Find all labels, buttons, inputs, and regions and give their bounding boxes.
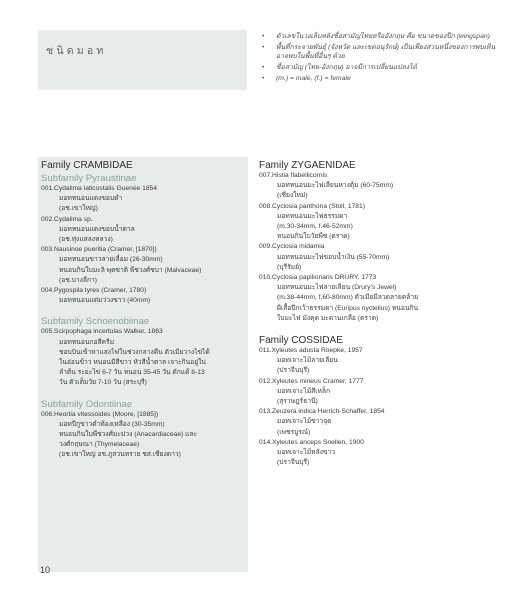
location: (เชียงใหม่) bbox=[277, 192, 308, 200]
species-name: 008.Cyclosia panthona (Stoll, 1781) bbox=[259, 202, 365, 210]
location: (อช.ทุ่งแสลงหลวง) bbox=[59, 236, 113, 244]
description: ผีเสื้อปีกเว้าธรรมดา (Euripus nyctelius) หนอนกิน bbox=[277, 304, 419, 312]
species-entry-006 bbox=[41, 410, 248, 461]
section-title: ชนิดมอท bbox=[46, 45, 107, 57]
subfamily-heading: Subfamily Odontiinae bbox=[41, 398, 133, 410]
page-number: 10 bbox=[40, 565, 51, 575]
species-name: 003.Nausinoe pueritia (Cramer, [1870]) bbox=[41, 246, 157, 254]
location: (อช.เขาใหญ่) bbox=[59, 205, 98, 213]
common-name: มอทหนอนมะไฟธรรมดา bbox=[277, 212, 348, 220]
species-name: 009.Cyclosia midamia bbox=[259, 243, 325, 251]
common-name: มอทปีกูขาวดำท้องเหลือง (30-35mm) bbox=[59, 420, 165, 428]
description: ใบมะไฟ มังคุด มะดานเกลือ (ตราด) bbox=[277, 314, 379, 322]
note-item: • ตัวเลขในวงเล็บหลังชื่อสามัญไทยหรืออังกฤษ คือ ขนาดของปีก (wingspan) bbox=[262, 32, 502, 41]
species-name: 014.Xyleutes anceps Snellen, 1900 bbox=[259, 438, 364, 446]
family-heading: Family COSSIDAE bbox=[259, 335, 343, 347]
species-name: 007.Histia flabellicornis bbox=[259, 172, 328, 179]
species-entry-001 bbox=[41, 184, 248, 215]
species-name: 012.Xyleutes mineus Cramer, 1777 bbox=[259, 377, 364, 385]
species-entry-014 bbox=[259, 438, 486, 469]
size: (m.30-34mm, f.46-52mm) bbox=[277, 223, 353, 231]
family-heading: Family ZYGAENIDAE bbox=[259, 160, 356, 171]
species-entry-003 bbox=[41, 245, 248, 286]
description: หนอนกินใบพืชวงศ์มะม่วง (Anacardiaceae) และ bbox=[59, 431, 198, 439]
common-name: มอทหนอนมะไฟเลียนหางตุ้ม (60-75mm) bbox=[277, 182, 394, 190]
species-name: 006.Heortia vitessoides (Moore, [1885]) bbox=[41, 410, 159, 418]
common-name: มอทเจาะไม้สีเหล็ก bbox=[277, 387, 331, 395]
species-entry-005 bbox=[41, 327, 248, 388]
description: หนอนกินใบมะลิ พุดซาติ พืชวงศ์ชบา (Malvaceae) bbox=[59, 266, 202, 274]
common-name: มอทเจาะไม้หลังขาว bbox=[277, 449, 336, 457]
species-entry-002 bbox=[41, 215, 248, 246]
species-entry-009 bbox=[259, 242, 486, 273]
species-entry-004 bbox=[41, 286, 248, 306]
common-name: มอทหนอนขาวลายเลื่อม (26-30mm) bbox=[59, 256, 163, 264]
note-item: • (m.) = male, (f.) = female bbox=[262, 74, 502, 83]
species-name: 010.Cyclosia papilionaris DRURY, 1773 bbox=[259, 274, 377, 282]
location: (ปราจีนบุรี) bbox=[277, 367, 310, 375]
location: (บุรีรัมย์) bbox=[277, 263, 302, 271]
species-entry-011 bbox=[259, 346, 486, 377]
common-name: มอทหนอนแดงขอบน้ำตาล bbox=[59, 225, 135, 233]
description: ลำต้น ระยะไข่ 6-7 วัน หนอน 35-45 วัน ดักแด้ 8-13 bbox=[59, 369, 205, 377]
location: (อช.บางลีกา) bbox=[59, 276, 98, 284]
common-name: มอทหนอนแต่มว่วงขาว (40mm) bbox=[59, 297, 151, 305]
note-item: • ชื่อสามัญ (ไทย-อังกฤษ) อาจมีการเปลี่ยนแปลงได้ bbox=[262, 63, 502, 72]
description: วงศ์กฤษณา (Thymelaceae) bbox=[59, 441, 140, 449]
description: ชอบบินเข้าหาแสงไฟในช่วงกลางคืน ตัวเมียวางไข่ได้ bbox=[59, 348, 210, 356]
common-name: มอทเจาะไม้ขาวจุด bbox=[277, 418, 332, 426]
description: (m.38-44mm, f.60-80mm) ตัวเมียมีลวดลายคล้าย bbox=[277, 294, 418, 302]
species-name: 002.Cydalima sp. bbox=[41, 215, 93, 223]
location: (เพชรบูรณ์) bbox=[277, 428, 311, 436]
common-name: มอทเจาะไม้ลายเลียน bbox=[277, 357, 338, 365]
subfamily-heading: Subfamily Schoenobiinae bbox=[41, 316, 150, 328]
note-item: • พื้นที่กระจายพันธุ์ (จังหวัด และเขตอนุรักษ์) เป็นเพียงส่วนหนึ่งของการพบเห็น อาจพบในพื้นที่อื่นๆ ด้วย bbox=[262, 43, 502, 62]
common-name: มอทหนอนมะไฟลายเลียน (Drury's Jewel) bbox=[277, 284, 397, 292]
notes-list bbox=[262, 32, 502, 84]
description: ในอ่อนข้าว หนอนมีสีขาว หัวสีน้ำตาล เจาะกินอยู่ใน bbox=[59, 359, 206, 367]
family-heading: Family CRAMBIDAE bbox=[41, 160, 133, 171]
description: หนอนกินใบวัยพืช (ตราด) bbox=[277, 233, 350, 241]
left-column bbox=[38, 157, 248, 572]
common-name: มอทหนอนกอสีครีม bbox=[59, 338, 115, 346]
species-entry-012 bbox=[259, 377, 486, 408]
species-entry-007 bbox=[259, 171, 486, 202]
common-name: มอทหนอนแดงขอบดำ bbox=[59, 195, 123, 203]
species-name: 004.Pygospila tyres (Cramer, 1780) bbox=[41, 287, 147, 295]
common-name: มอทหนอนมะไฟขอบน้ำเงิน (55-70mm) bbox=[277, 253, 390, 261]
right-column bbox=[255, 157, 486, 572]
species-entry-013 bbox=[259, 407, 486, 438]
species-name: 001.Cydalima laticostalis Guenée 1854 bbox=[41, 185, 157, 192]
location: (ปราจีนบุรี) bbox=[277, 459, 310, 467]
location: (อช.เขาใหญ่ อช.ภูสวนทราย ชส.เชียงดาว) bbox=[59, 451, 181, 459]
subfamily-heading: Subfamily Pyraustinae bbox=[41, 173, 137, 184]
species-entry-008 bbox=[259, 202, 486, 243]
description: วัน ตัวเต็มวัย 7-10 วัน (สระบุรี) bbox=[59, 379, 147, 387]
section-header-box bbox=[38, 30, 247, 90]
species-name: 005.Scirpophaga incertulas Walker, 1863 bbox=[41, 328, 163, 336]
species-name: 013.Zeuzera indica Herrich-Schaffer, 1854 bbox=[259, 408, 385, 416]
species-entry-010 bbox=[259, 273, 486, 324]
species-name: 011.Xyleutes adusta Roepke, 1957 bbox=[259, 347, 363, 355]
location: (สุราษฎร์ธานี) bbox=[277, 398, 318, 406]
